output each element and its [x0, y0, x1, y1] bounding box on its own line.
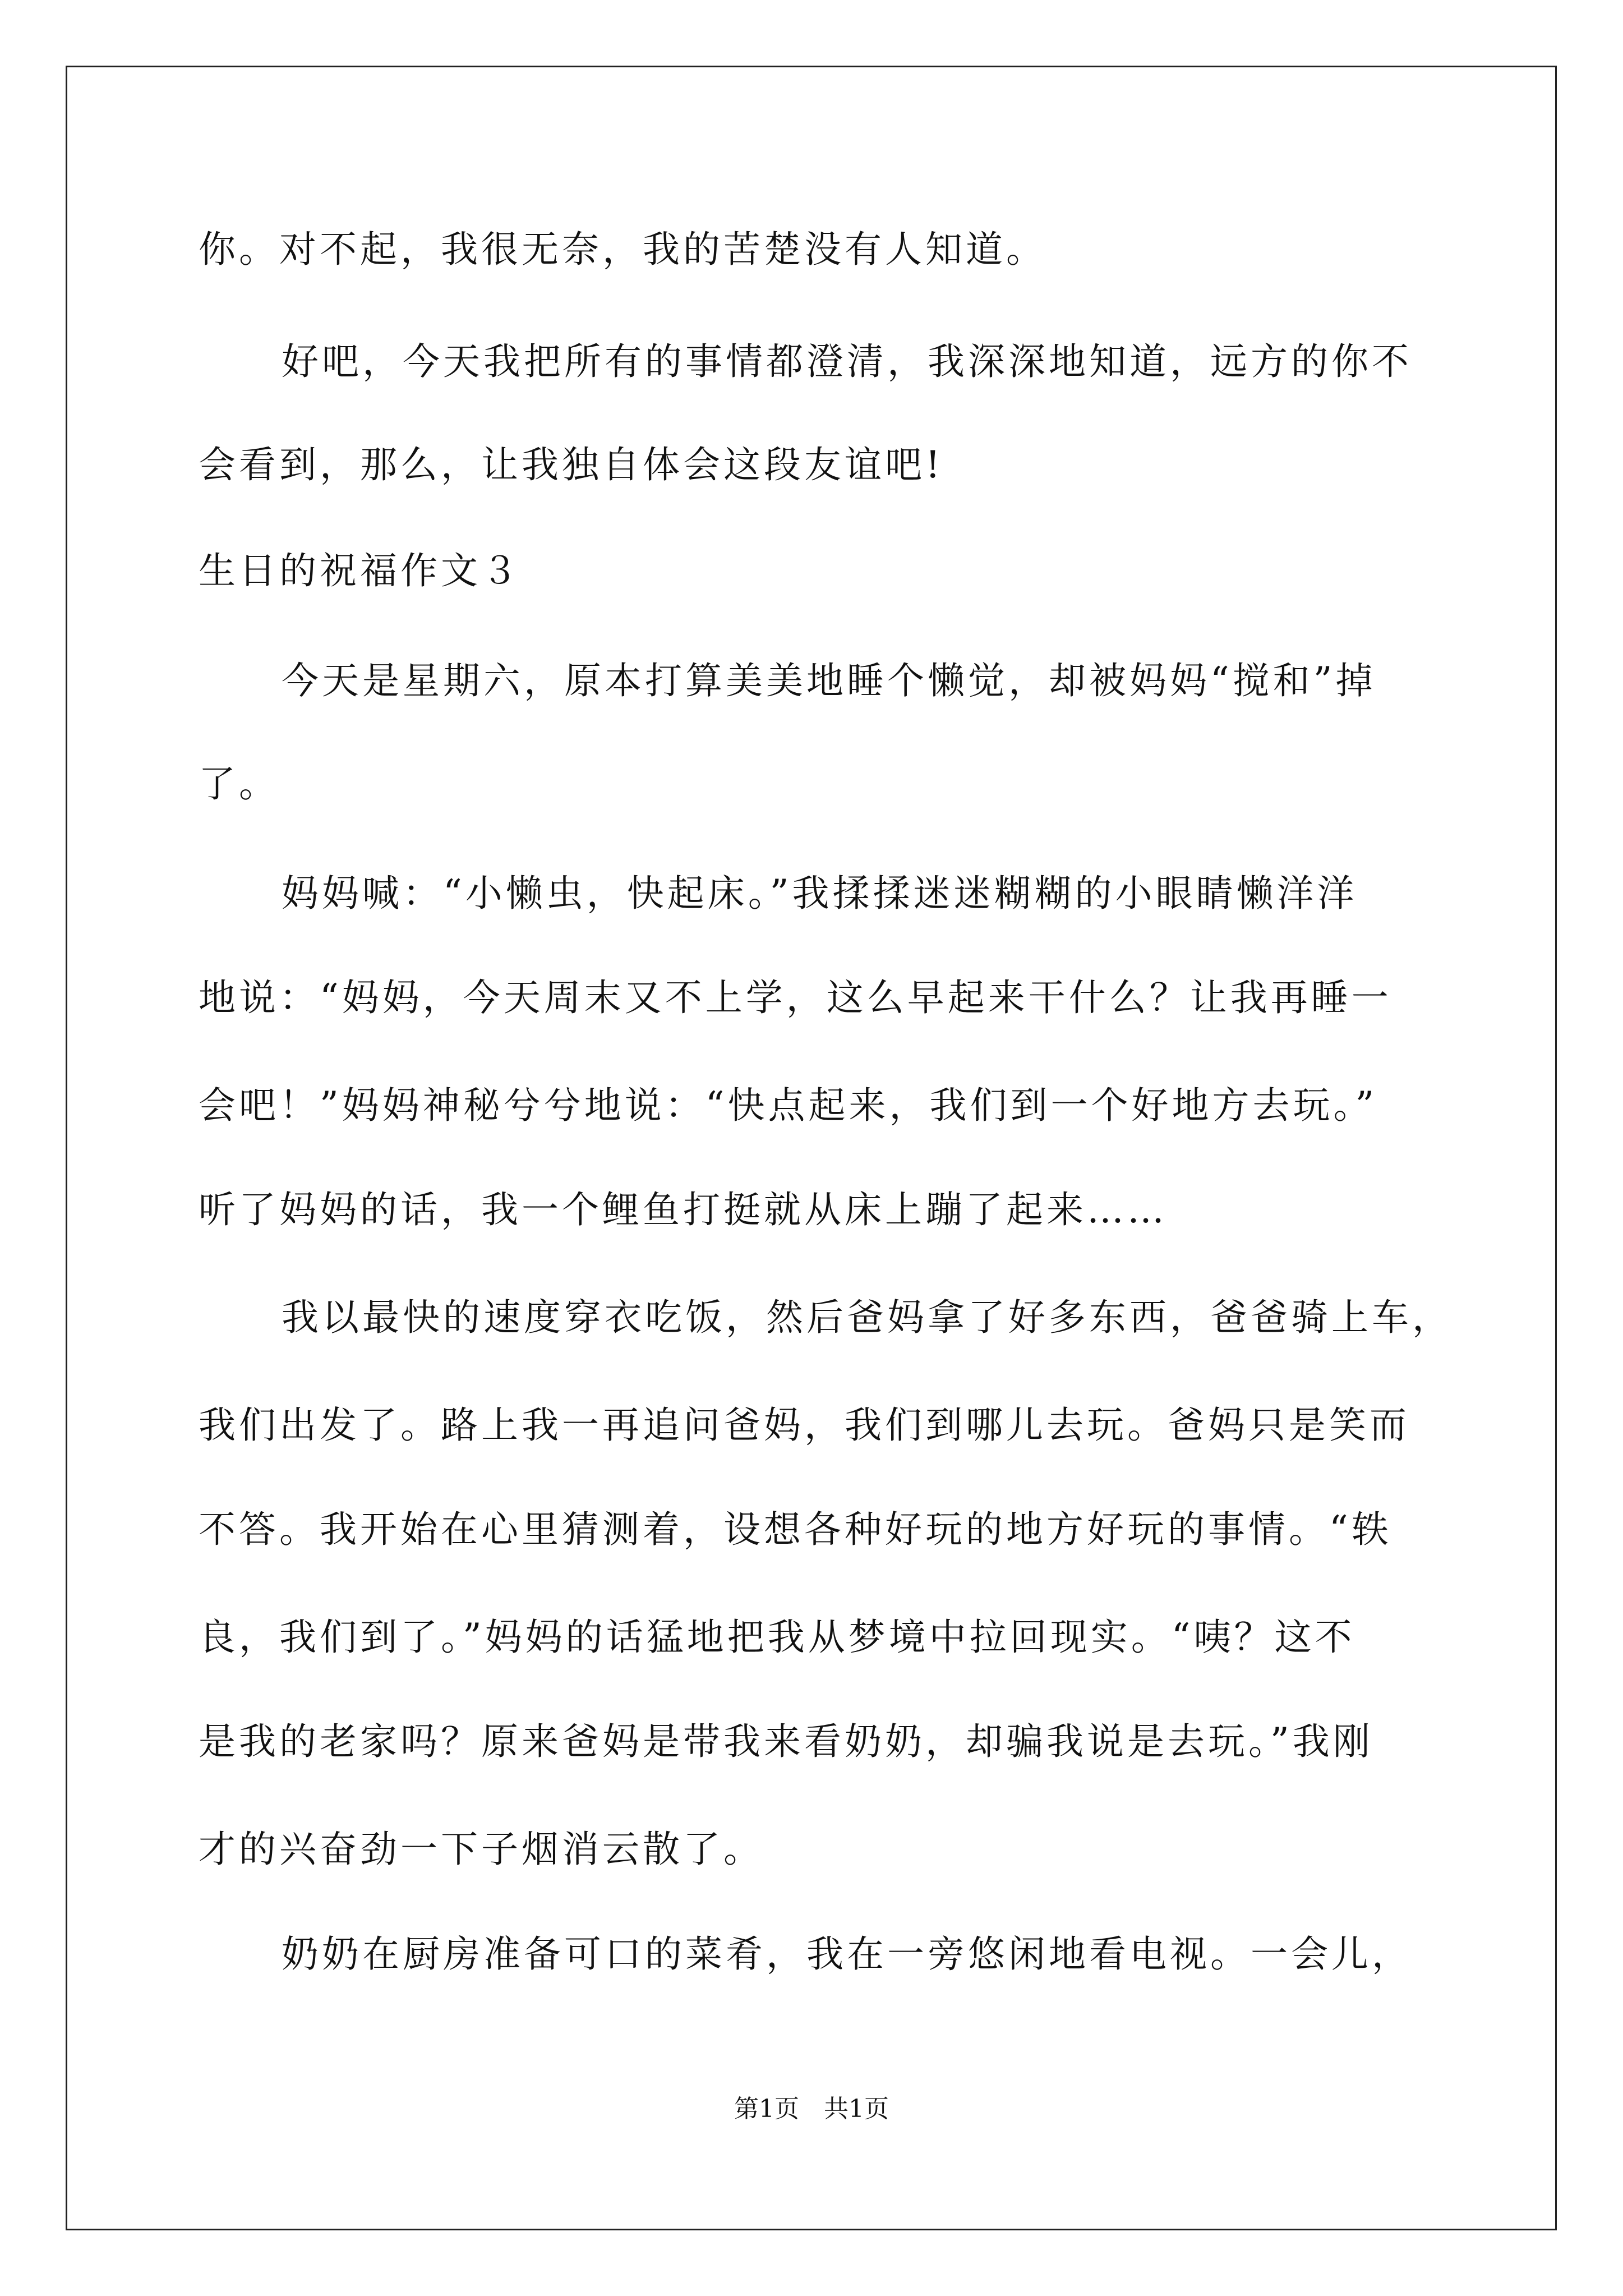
text-line: 才的兴奋劲一下子烟消云散了。 [199, 1828, 764, 1871]
paragraph-line: 奶奶在厨房准备可口的菜肴，我在一旁悠闲地看电视。一会儿， [282, 1932, 1412, 1976]
paragraph-line: 今天是星期六，原本打算美美地睡个懒觉，却被妈妈“搅和”掉 [282, 659, 1376, 702]
text-line: 听了妈妈的话，我一个鲤鱼打挺就从床上蹦了起来…… [199, 1188, 1168, 1231]
section-heading: 生日的祝福作文３ [199, 549, 522, 592]
page-footer: 第1页 共1页 [734, 2095, 889, 2123]
text-line: 会看到，那么，让我独自体会这段友谊吧! [199, 443, 944, 486]
page-border [66, 66, 1557, 2230]
text-line: 是我的老家吗？原来爸妈是带我来看奶奶，却骗我说是去玩。”我刚 [199, 1720, 1373, 1763]
text-line: 了。 [199, 762, 279, 806]
text-line: 不答。我开始在心里猜测着，设想各种好玩的地方好玩的事情。“轶 [199, 1508, 1392, 1551]
text-line: 地说：“妈妈，今天周末又不上学，这么早起来干什么？让我再睡一 [199, 976, 1392, 1019]
text-line: 良，我们到了。”妈妈的话猛地把我从梦境中拉回现实。“咦？这不 [199, 1616, 1355, 1659]
paragraph-line: 我以最快的速度穿衣吃饭，然后爸妈拿了好多东西，爸爸骑上车， [282, 1296, 1453, 1339]
text-line: 你。对不起，我很无奈，我的苦楚没有人知道。 [199, 228, 1046, 271]
text-line: 会吧！”妈妈神秘兮兮地说：“快点起来，我们到一个好地方去玩。” [199, 1084, 1378, 1127]
paragraph-line: 好吧，今天我把所有的事情都澄清，我深深地知道，远方的你不 [282, 340, 1412, 383]
text-line: 我们出发了。路上我一再追问爸妈，我们到哪儿去玩。爸妈只是笑而 [199, 1404, 1410, 1447]
paragraph-line: 妈妈喊：“小懒虫，快起床。”我揉揉迷迷糊糊的小眼睛懒洋洋 [282, 872, 1358, 915]
